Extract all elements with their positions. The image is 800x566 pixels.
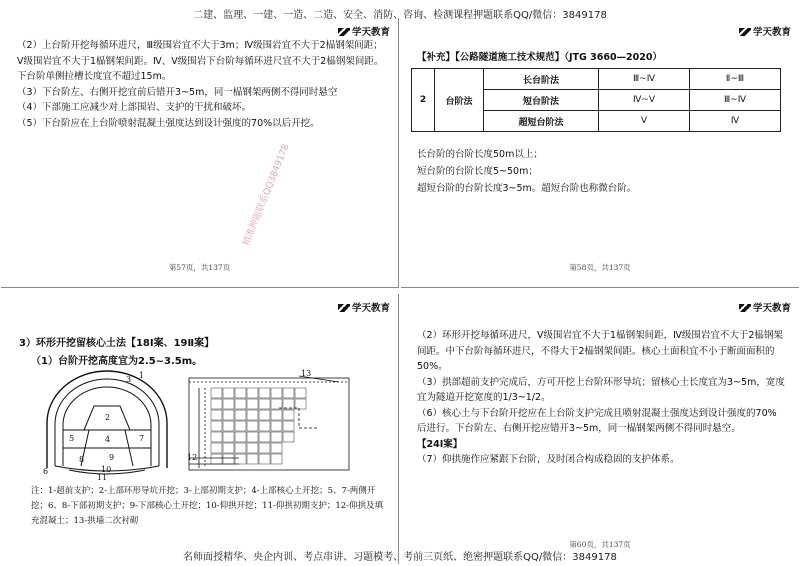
segment-cell (235, 443, 246, 453)
paragraph: （4）下部施工应减少对上部围岩、支护的干扰和破坏。 (17, 102, 252, 113)
segment-cell (223, 388, 234, 398)
segment-grid (211, 388, 306, 464)
table-cell: Ⅲ~Ⅳ (599, 69, 690, 90)
slide-text (417, 328, 785, 468)
header-banner: 二建、监理、一建、一造、二造、安全、消防、咨询、检测课程押题联系QQ/微信：3849178 (193, 10, 607, 21)
table-cell: Ⅲ~Ⅳ (690, 90, 781, 111)
segment-cell (247, 421, 258, 431)
segment-cell (247, 388, 258, 398)
segment-cell (283, 399, 294, 409)
paragraph: （5）下台阶应在上台阶喷射混凝土强度达到设计强度的70%以后开挖。 (17, 117, 320, 129)
segment-cell (223, 454, 234, 464)
tunnel-cross-section (47, 371, 167, 474)
page-number: 第57页，共137页 (168, 263, 231, 272)
segment-cell (247, 454, 258, 464)
brand-mark-icon (338, 28, 350, 36)
segment-cell (295, 399, 306, 409)
diagram-label: 9 (109, 453, 115, 462)
segment-cell (271, 421, 282, 431)
segment-cell (247, 399, 258, 409)
segment-cell (283, 421, 294, 431)
segment-cell (235, 399, 246, 409)
diagram-label: 11 (97, 473, 108, 480)
note-line: 超短台阶的台阶长度3~5m。超短台阶也称微台阶。 (417, 183, 637, 194)
note-line: 短台阶的台阶长度5~50m； (417, 166, 538, 177)
segment-cell (235, 388, 246, 398)
paragraph: （2）环形开挖每循环进尺，Ⅴ级围岩宜不大于1榀钢架间距，Ⅳ级围岩宜不大于2榀钢架间距。中下台阶每循环进尺，不得大于2榀钢架间距。核心土面积宜不小于断面面积的50%。 (417, 330, 783, 372)
table-cell: 超短台阶法 (484, 111, 599, 132)
segment-cell (223, 443, 234, 453)
paragraph: （3）拱部超前支护完成后，方可开挖上台阶环形导坑；留核心土长度宜为3~5m，宽度宜为隧道开挖宽度的1/3~1/2。 (417, 376, 785, 403)
segment-cell (223, 410, 234, 420)
table-cell: Ⅴ (599, 111, 690, 132)
diagram-label: 7 (139, 434, 145, 443)
brand-mark-icon (739, 304, 751, 312)
section-heading: 3）环形开挖留核心土法【18Ⅰ案、19Ⅱ案】 (19, 338, 215, 349)
segment-cell (247, 443, 258, 453)
segment-cell (211, 399, 222, 409)
segment-cell (271, 443, 282, 453)
brand-mark-icon (338, 304, 350, 312)
segment-cell (295, 388, 306, 398)
segment-cell (271, 388, 282, 398)
supplement-heading: 【补充】【公路隧道施工技术规范】（JTG 3660—2020） (417, 52, 663, 63)
table-cell: Ⅱ~Ⅲ (690, 69, 781, 90)
page-number: 第58页，共137页 (569, 263, 631, 272)
table-cell: Ⅳ (690, 111, 781, 132)
segment-cell (247, 410, 258, 420)
table-index: 2 (412, 69, 435, 132)
longitudinal-section (189, 376, 349, 470)
notes (417, 146, 636, 197)
paragraph: （2）上台阶开挖每循环进尺，Ⅲ级围岩宜不大于3m；Ⅳ级围岩宜不大于2榀钢架间距；Ⅴ级围岩宜不大于1榀钢架间距。Ⅳ、Ⅴ级围岩下台阶每循环进尺宜不大于2榀钢架间距。下台阶单侧拉槽长度宜不超过15m。 (17, 40, 384, 82)
segment-cell (211, 421, 222, 431)
segment-cell (223, 421, 234, 431)
watermark: 精准押题联系QQ3849178 (241, 142, 292, 248)
segment-cell (235, 410, 246, 420)
note-line: 长台阶的台阶长度50m以上； (417, 149, 543, 160)
segment-cell (271, 399, 282, 409)
segment-cell (211, 432, 222, 442)
table-cell: Ⅳ~Ⅴ (599, 90, 690, 111)
segment-cell (235, 421, 246, 431)
segment-cell (259, 421, 270, 431)
excavation-diagram (39, 368, 359, 480)
table-cell: 短台阶法 (484, 90, 599, 111)
segment-cell (271, 410, 282, 420)
brand-logo: 学天教育 (338, 300, 390, 314)
segment-cell (235, 454, 246, 464)
segment-cell (211, 443, 222, 453)
diagram-label: 13 (301, 369, 312, 378)
brand-logo: 学天教育 (338, 24, 390, 38)
page-number: 第60页，共137页 (569, 540, 631, 549)
segment-cell (283, 410, 294, 420)
segment-cell (259, 399, 270, 409)
segment-cell (259, 432, 270, 442)
paragraph: （3）下台阶左、右侧开挖宜前后错开3~5m，同一榀钢架两侧不得同时悬空 (17, 86, 338, 98)
segment-cell (283, 432, 294, 442)
slide-59 (1, 294, 399, 564)
bench-line (279, 408, 319, 428)
diagram-caption: 注：1-超前支护；2-上部环形导坑开挖；3-上部初期支护；4-上部核心土开挖；5、7-两侧开挖；6、8-下部初期支护；9-下部核心土开挖；10-仰拱开挖；11-仰拱初期支护；12-仰拱及填充混凝土；13-拱墙二次衬砌 (31, 486, 384, 526)
diagram-label: 3 (126, 375, 132, 384)
paragraph: （7）仰拱施作应紧跟下台阶，及时闭合构成稳固的支护体系。 (417, 454, 680, 465)
paragraph: （6）核心土与下台阶开挖应在上台阶支护完成且喷射混凝土强度达到设计强度的70%后进行。下台阶左、右侧开挖应错开3~5m，同一榀钢架两侧不得同时悬空。 (417, 407, 777, 434)
brand-logo: 学天教育 (739, 300, 791, 314)
diagram-label: 10 (101, 465, 112, 474)
diagram-label: 4 (105, 435, 111, 444)
diagram-label: 2 (105, 413, 111, 422)
brand-mark-icon (739, 28, 751, 36)
segment-cell (247, 432, 258, 442)
segment-cell (271, 432, 282, 442)
diagram-label: 5 (69, 434, 75, 443)
table-cell: 长台阶法 (484, 69, 599, 90)
segment-cell (259, 410, 270, 420)
segment-cell (235, 432, 246, 442)
brand-logo: 学天教育 (739, 24, 791, 38)
segment-cell (259, 388, 270, 398)
segment-cell (283, 388, 294, 398)
segment-cell (211, 410, 222, 420)
slide-60 (401, 294, 799, 564)
segment-cell (271, 454, 282, 464)
spec-table (411, 68, 781, 132)
diagram-label: 8 (79, 455, 85, 464)
footer-banner: 名师面授精华、央企内训、考点串讲、习题模考、考前三页纸、绝密押题联系QQ/微信：3849178 (183, 552, 617, 563)
section-subheading: （1）台阶开挖高度宜为2.5~3.5m。 (31, 356, 203, 367)
slide-text (17, 38, 384, 131)
diagram-label: 6 (43, 467, 49, 476)
segment-cell (211, 454, 222, 464)
slide-57 (1, 18, 399, 288)
segment-cell (211, 388, 222, 398)
diagram-label: 1 (139, 371, 145, 380)
segment-cell (223, 399, 234, 409)
segment-cell (259, 443, 270, 453)
paragraph: 【24Ⅰ案】 (417, 438, 463, 450)
segment-cell (223, 432, 234, 442)
table-method: 台阶法 (435, 69, 484, 132)
diagram-label: 12 (187, 453, 198, 462)
slide-58 (401, 18, 799, 288)
segment-cell (259, 454, 270, 464)
